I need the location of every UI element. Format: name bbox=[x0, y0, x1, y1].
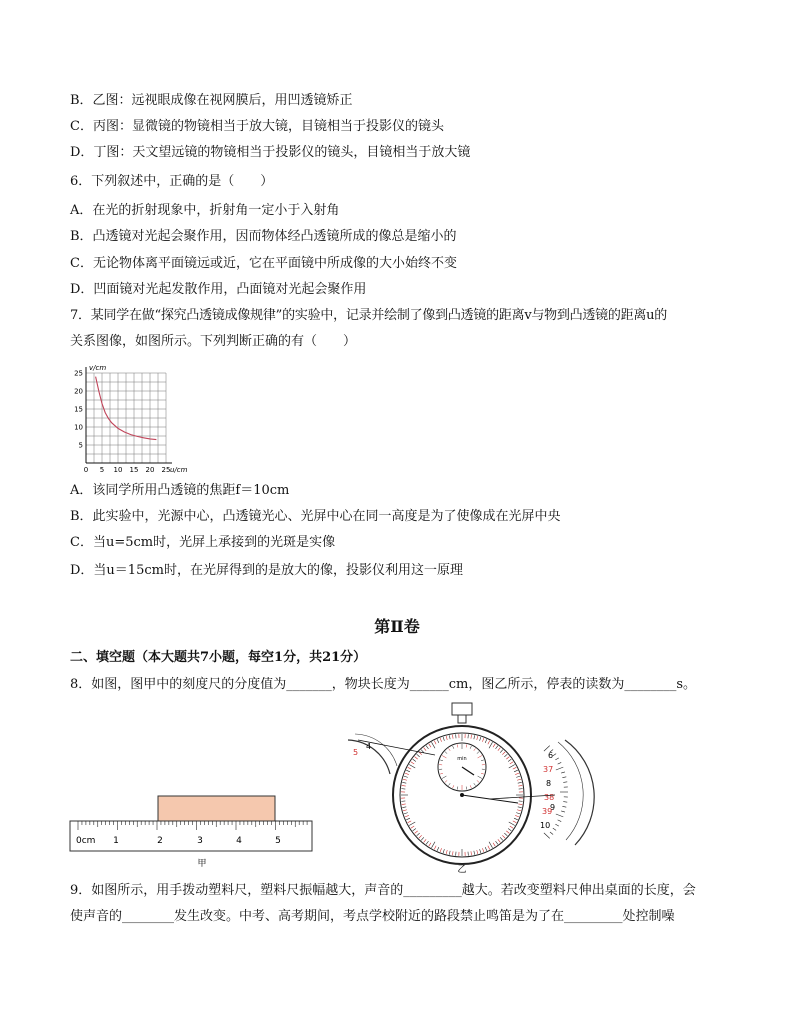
stopwatch-caption: 乙 bbox=[457, 865, 467, 875]
x-tick-label: 20 bbox=[145, 466, 155, 474]
right-zoom-arc bbox=[565, 740, 594, 845]
q6-option-d: D．凹面镜对光起发散作用，凸面镜对光起会聚作用 bbox=[70, 282, 367, 297]
section-heading: 二、填空题（本大题共7小题，每空1分，共21分） bbox=[70, 650, 367, 665]
zoom-tick bbox=[544, 833, 550, 838]
zoom-tick bbox=[563, 782, 567, 783]
right-zoom-number-10: 10 bbox=[540, 821, 551, 830]
zoom-tick bbox=[555, 758, 558, 760]
zoom-tick bbox=[550, 832, 553, 834]
stopwatch-crown bbox=[452, 703, 472, 715]
q6-option-c: C．无论物体离平面镜远或近，它在平面镜中所成像的大小始终不变 bbox=[70, 256, 457, 271]
zoom-tick bbox=[558, 762, 562, 764]
q6-option-a: A．在光的折射现象中，折射角一定小于入射角 bbox=[70, 203, 340, 218]
q7-option-a: A．该同学所用凸透镜的焦距f＝10cm bbox=[70, 483, 290, 498]
zoom-tick bbox=[553, 828, 556, 830]
y-tick-label: 15 bbox=[74, 405, 83, 414]
right-zoom-number-9: 9 bbox=[550, 803, 556, 812]
ruler-caption: 甲 bbox=[197, 859, 207, 869]
part-two-title: 第Ⅱ卷 bbox=[374, 617, 420, 636]
zoom-tick bbox=[561, 811, 565, 812]
y-tick-label: 10 bbox=[74, 423, 83, 432]
q6-option-b: B．凸透镜对光起会聚作用，因而物体经凸透镜所成的像总是缩小的 bbox=[70, 229, 457, 244]
v-u-graph bbox=[66, 360, 216, 475]
y-tick-label: 20 bbox=[74, 387, 83, 396]
ruler-label-0: 0cm bbox=[76, 836, 96, 846]
q5-option-c: C．丙图：显微镜的物镜相当于放大镜，目镜相当于投影仪的镜头 bbox=[70, 119, 444, 134]
right-zoom-number-39: 39 bbox=[542, 807, 553, 816]
q7-stem-line1: 7．某同学在做“探究凸透镜成像规律”的实验中，记录并绘制了像到凸透镜的距离v与物到凸透镜的距离u的 bbox=[70, 308, 668, 323]
q7-option-d: D．当u＝15cm时，在光屏得到的是放大的像，投影仪利用这一原理 bbox=[70, 563, 463, 578]
y-tick-label: 5 bbox=[78, 441, 83, 450]
y-tick-label: 25 bbox=[74, 369, 83, 378]
x-tick-label: 10 bbox=[113, 466, 123, 474]
zoom-tick bbox=[562, 777, 566, 778]
graph-tick-labels bbox=[74, 370, 170, 475]
q7-option-c: C．当u=5cm时，光屏上承接到的光斑是实像 bbox=[70, 535, 336, 550]
left-zoom-arc-inner bbox=[355, 734, 397, 766]
ruler-label-1: 1 bbox=[113, 836, 119, 846]
zoom-tick bbox=[561, 772, 565, 773]
x-tick-label: 15 bbox=[129, 466, 139, 474]
q6-stem: 6．下列叙述中，正确的是（ ） bbox=[70, 174, 274, 189]
zoom-tick bbox=[558, 820, 562, 822]
left-zoom-number-4: 4 bbox=[366, 742, 372, 751]
q8-stem: 8．如图，图甲中的刻度尺的分度值为_______，物块长度为______cm，图乙所示，停表的读数为________s。 bbox=[70, 677, 697, 692]
q9-line1: 9．如图所示，用手拨动塑料尺，塑料尺振幅越大，声音的_________越大。若改变塑料尺伸出桌面的长度，会 bbox=[70, 883, 696, 898]
subdial-unit-label: min bbox=[457, 756, 467, 762]
right-zoom-number-8: 8 bbox=[546, 779, 552, 788]
right-zoom-number-38: 38 bbox=[544, 793, 555, 802]
zoom-tick bbox=[562, 806, 566, 807]
x-tick-label: 25 bbox=[161, 466, 171, 474]
graph-axes bbox=[86, 367, 172, 463]
q5-option-b: B．乙图：远视眼成像在视网膜后，用凹透镜矫正 bbox=[70, 93, 353, 108]
stopwatch-stem bbox=[458, 715, 466, 723]
zoom-tick bbox=[563, 802, 567, 803]
zoom-tick bbox=[553, 754, 556, 756]
x-tick-label: 0 bbox=[83, 466, 89, 474]
ruler-label-5: 5 bbox=[275, 836, 281, 846]
right-zoom-number-37: 37 bbox=[543, 765, 554, 774]
q7-stem-line2: 关系图像，如图所示。下列判断正确的有（ ） bbox=[70, 334, 357, 349]
left-zoom-number-5: 5 bbox=[353, 748, 359, 757]
q9-line2: 使声音的________发生改变。中考、高考期间，考点学校附近的路段禁止鸣笛是为了在_________处控制噪 bbox=[70, 909, 675, 924]
zoom-tick bbox=[555, 824, 558, 826]
ruler-label-4: 4 bbox=[236, 836, 242, 846]
x-tick-label: 5 bbox=[99, 466, 105, 474]
zoom-tick bbox=[556, 814, 563, 817]
ruler-label-2: 2 bbox=[157, 836, 163, 846]
measured-block bbox=[158, 796, 275, 821]
ruler-figure bbox=[66, 790, 316, 870]
graph-x-label: u/cm bbox=[170, 466, 188, 474]
graph-y-label: v/cm bbox=[89, 364, 107, 372]
zoom-tick bbox=[556, 767, 563, 770]
ruler-label-3: 3 bbox=[197, 836, 203, 846]
right-zoom-number-6: 6 bbox=[548, 751, 554, 760]
q7-option-b: B．此实验中，光源中心，凸透镜光心、光屏中心在同一高度是为了使像成在光屏中央 bbox=[70, 509, 561, 524]
stopwatch-figure bbox=[340, 700, 600, 875]
q5-option-d: D．丁图：天文望远镜的物镜相当于投影仪的镜头，目镜相当于放大镜 bbox=[70, 145, 471, 160]
center-pin bbox=[460, 793, 464, 797]
